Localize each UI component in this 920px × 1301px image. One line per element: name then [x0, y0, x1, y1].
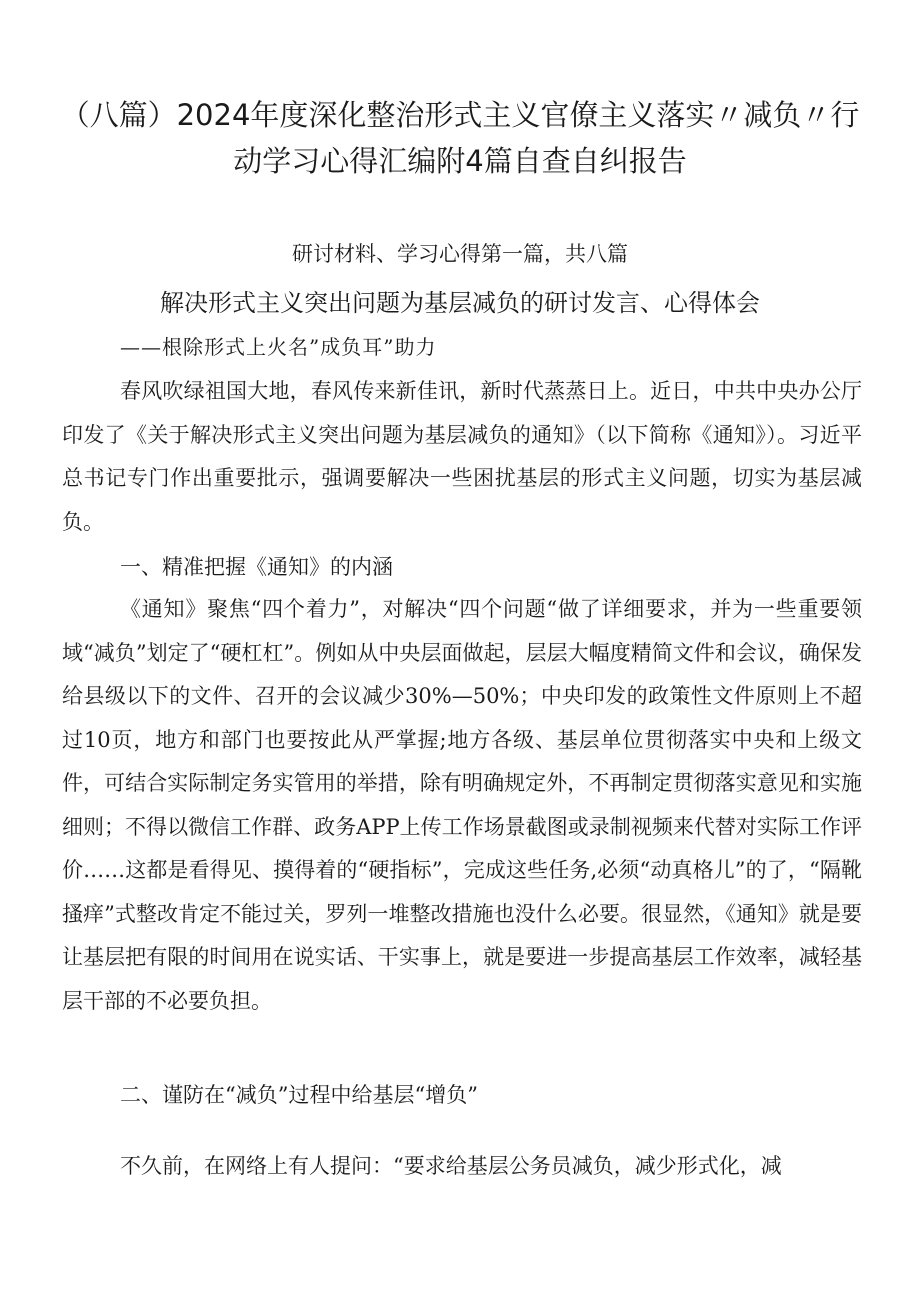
section-heading-1: 一、精准把握《通知》的内涵	[120, 555, 393, 579]
article-subtitle: ——根除形式上火名”成负耳”助力	[120, 335, 437, 359]
paragraph-section-1: 《通知》聚焦“四个着力”，对解决“四个问题“做了详细要求，并为一些重要领域“减负”划定了“硬杠杠”。例如从中央层面做起，层层大幅度精简文件和会议，确保发给县级以下的文件、召开的会议减少30%—50%；中央印发的政策性文件原则上不超过10页，地方和部门也要按此从严掌握;地方各级、基层单位贯彻落实中央和上级文件，可结合实际制定务实管用的举措，除有明确规定外，不再制定贯彻落实意见和实施细则；不得以微信工作群、政务APP上传工作场景截图或录制视频来代替对实际工作评价……这都是看得见、摸得着的“硬指标”，完成这些任务,必须“动真格儿”的了，“隔靴搔痒”式整改肯定不能过关，罗列一堆整改措施也没什么必要。很显然，《通知》就是要让基层把有限的时间用在说实话、干实事上，就是要进一步提高基层工作效率，减轻基层干部的不必要负担。	[62, 597, 862, 1013]
document-title: （八篇）2024年度深化整治形式主义官僚主义落实〃减负〃行动学习心得汇编附4篇自查自纠报告	[60, 98, 860, 178]
paragraph-section-2: 不久前，在网络上有人提问：“要求给基层公务员减负，减少形式化，减	[120, 1154, 782, 1178]
paragraph-intro: 春风吹绿祖国大地，春风传来新佳讯，新时代蒸蒸日上。近日，中共中央办公厅印发了《关于解决形式主义突出问题为基层减负的通知》（以下简称《通知》）。习近平总书记专门作出重要批示，强调要解决一些困扰基层的形式主义问题，切实为基层减负。	[62, 379, 862, 534]
series-line: 研讨材料、学习心得第一篇，共八篇	[292, 242, 628, 266]
section-heading-2: 二、谨防在“减负”过程中给基层“增负”	[120, 1083, 478, 1107]
article-title: 解决形式主义突出问题为基层减负的研讨发言、心得体会	[160, 289, 760, 317]
